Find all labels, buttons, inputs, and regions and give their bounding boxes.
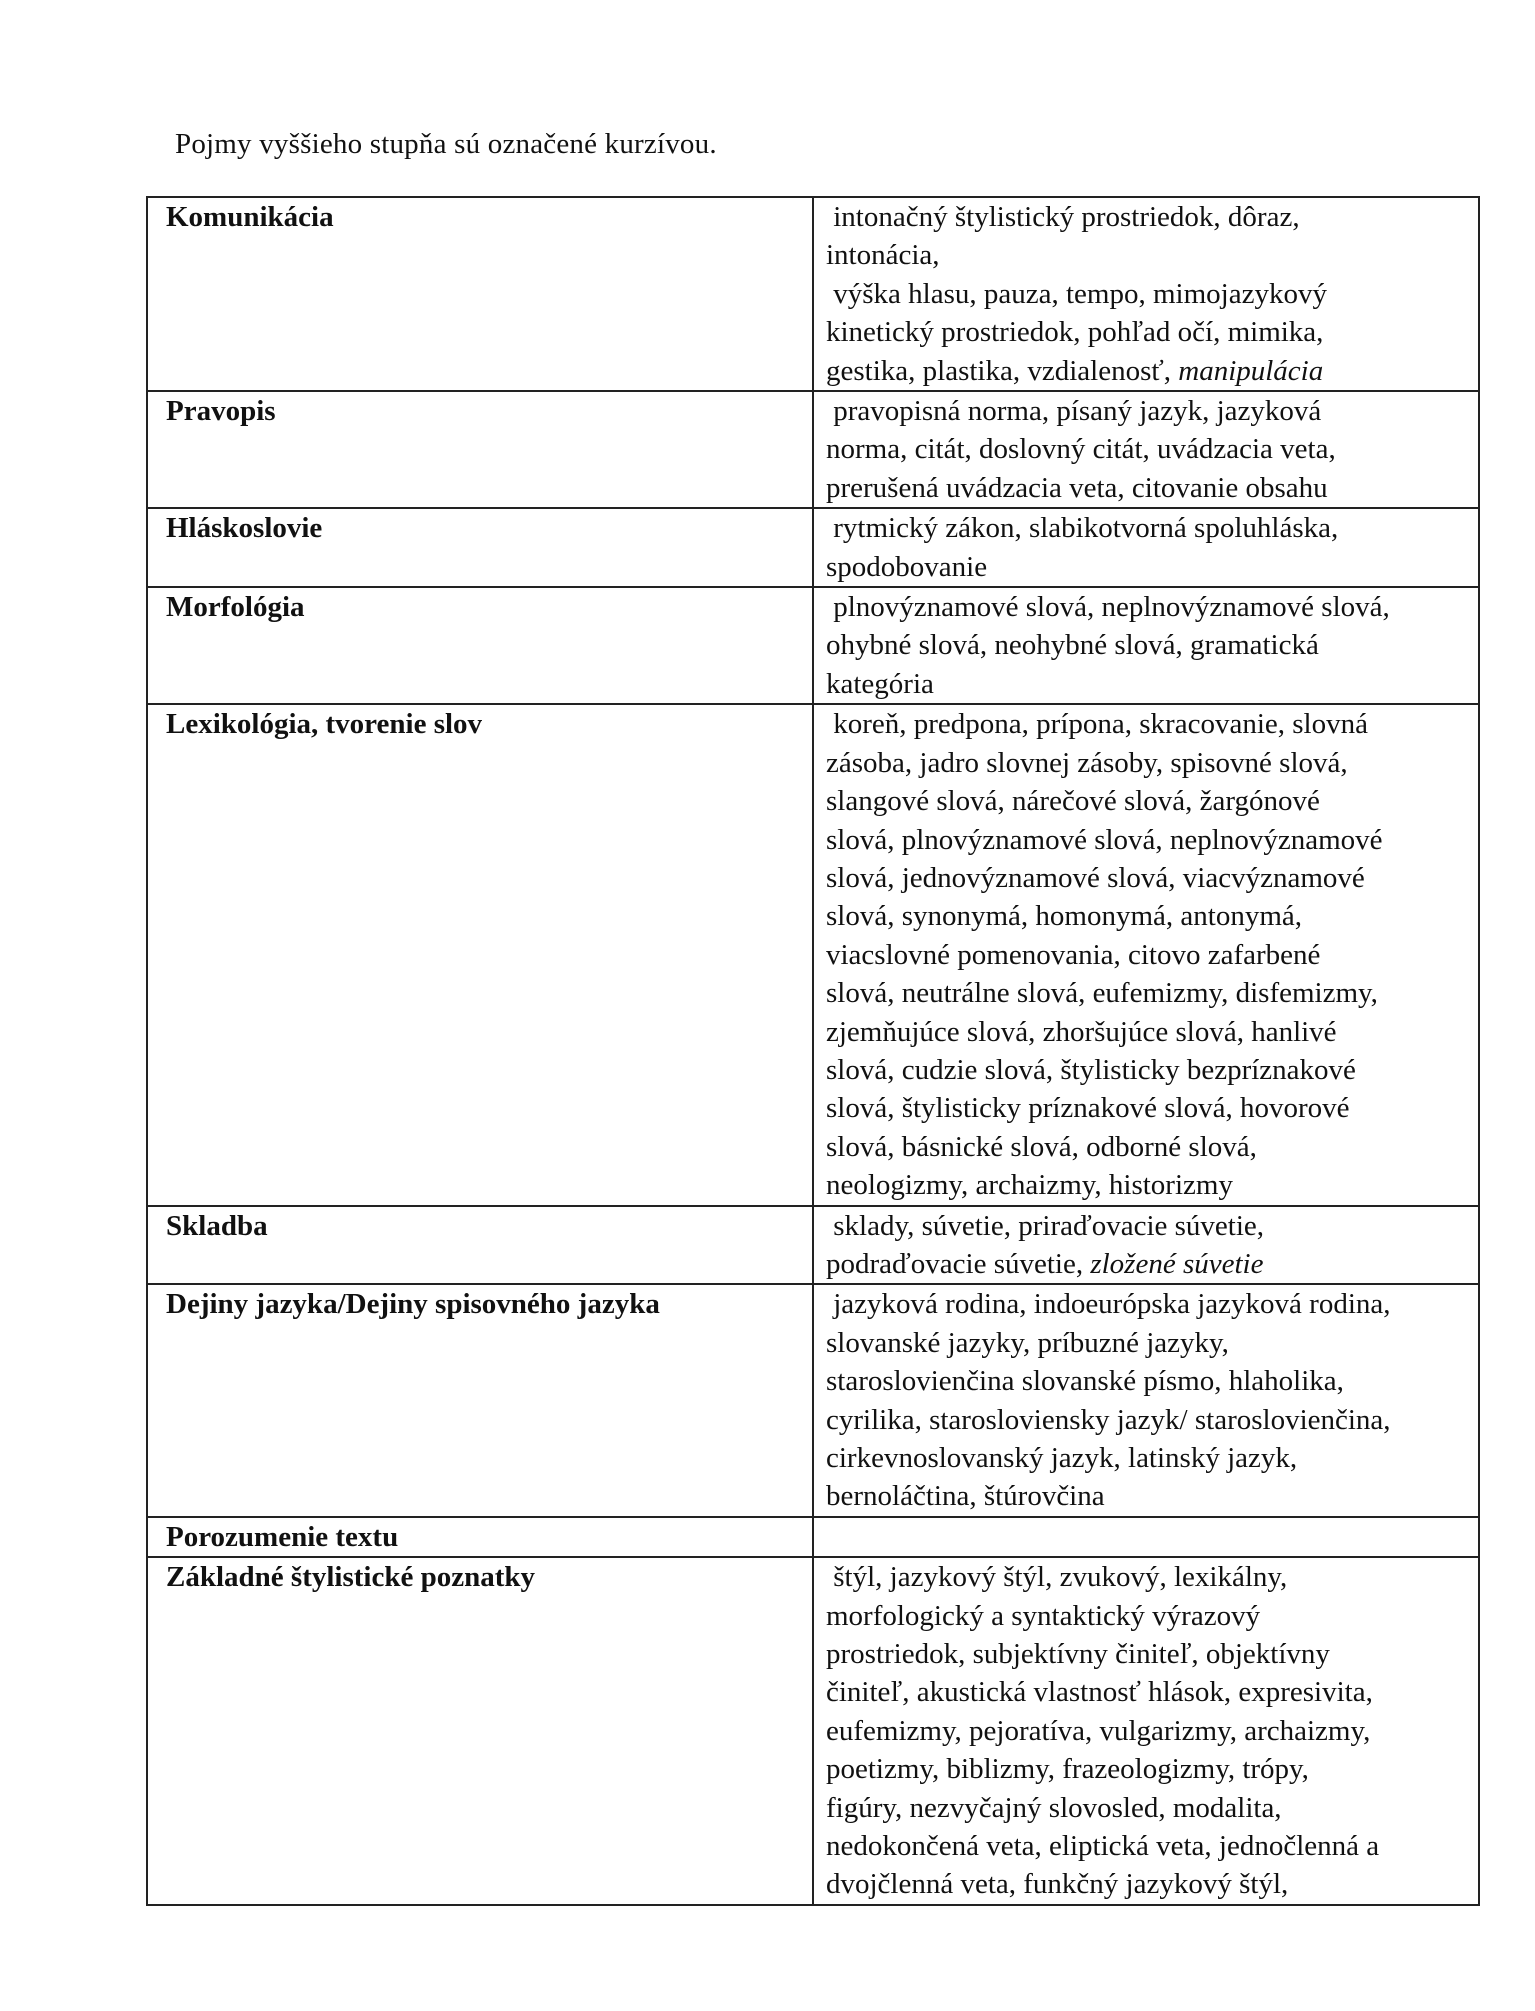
description-cell [813,197,1479,391]
term-cell: Morfológia [147,587,813,704]
term-cell: Základné štylistické poznatky [147,1557,813,1905]
table-row [147,704,1479,1205]
table-row [147,197,1479,391]
description-text: koreň, predpona, prípona, skracovanie, slovná zásoba, jadro slovnej zásoby, spisovné slová, slangové slová, nárečové slová, žargónové slová, plnovýznamové slová, neplnovýznamové slová, jednovýznamové slová, viacvýznamové slová, synonymá, homonymá, antonymá, viacslovné pomenovania, citovo zafarbené slová, neutrálne slová, eufemizmy, disfemizmy, zjemňujúce slová, zhoršujúce slová, hanlivé slová, cudzie slová, štylisticky bezpríznakové slová, štylisticky príznakové slová, hovorové slová, básnické slová, odborné slová, neologizmy, archaizmy, historizmy [826,708,1383,1202]
table-row [147,587,1479,704]
term-cell: Lexikológia, tvorenie slov [147,704,813,1205]
term-cell: Hláskoslovie [147,508,813,587]
description-text: štýl, jazykový štýl, zvukový, lexikálny, morfologický a syntaktický výrazový prostriedok, subjektívny činiteľ, objektívny činiteľ, akustická vlastnosť hlások, expresivita, eufemizmy, pejoratíva, vulgarizmy, archaizmy, poetizmy, biblizmy, frazeologizmy, trópy, figúry, nezvyčajný slovosled, modalita, nedokončená veta, eliptická veta, jednočlenná a dvojčlenná veta, funkčný jazykový štýl, [826,1561,1380,1901]
intro-note: Pojmy vyššieho stupňa sú označené kurzívou. [175,128,717,160]
table-row [147,1206,1479,1285]
description-cell [813,587,1479,704]
table-row [147,1557,1479,1905]
table-row [147,1517,1479,1557]
description-text: pravopisná norma, písaný jazyk, jazyková norma, citát, doslovný citát, uvádzacia veta, prerušená uvádzacia veta, citovanie obsahu [826,395,1336,504]
description-cell [813,1517,1479,1557]
description-text: rytmický zákon, slabikotvorná spoluhláska, spodobovanie [826,512,1339,583]
description-text: intonačný štylistický prostriedok, dôraz, intonácia, výška hlasu, pauza, tempo, mimojazykový kinetický prostriedok, pohľad očí, mimika, gestika, plastika, vzdialenosť, [826,201,1327,387]
description-cell [813,1284,1479,1516]
description-text: plnovýznamové slová, neplnovýznamové slová, ohybné slová, neohybné slová, gramatická kategória [826,591,1390,700]
higher-level-term: zložené súvetie [1090,1247,1264,1280]
description-text: sklady, súvetie, priraďovacie súvetie, podraďovacie súvetie, [826,1209,1265,1280]
description-cell [813,1206,1479,1285]
term-cell: Porozumenie textu [147,1517,813,1557]
table-row [147,391,1479,508]
term-cell: Skladba [147,1206,813,1285]
description-text: jazyková rodina, indoeurópska jazyková rodina, slovanské jazyky, príbuzné jazyky, staroslovienčina slovanské písmo, hlaholika, cyrilika, staroslovienskу jazyk/ staroslovienčina, cirkevnoslovanský jazyk, latinský jazyk, bernoláčtina, štúrovčina [826,1288,1391,1513]
term-cell: Komunikácia [147,197,813,391]
description-cell [813,508,1479,587]
terms-table [146,196,1480,1906]
table-row [147,1284,1479,1516]
description-cell [813,391,1479,508]
term-cell: Dejiny jazyka/Dejiny spisovného jazyka [147,1284,813,1516]
table-row [147,508,1479,587]
description-cell [813,1557,1479,1905]
higher-level-term: manipulácia [1178,354,1324,387]
term-cell: Pravopis [147,391,813,508]
description-cell [813,704,1479,1205]
